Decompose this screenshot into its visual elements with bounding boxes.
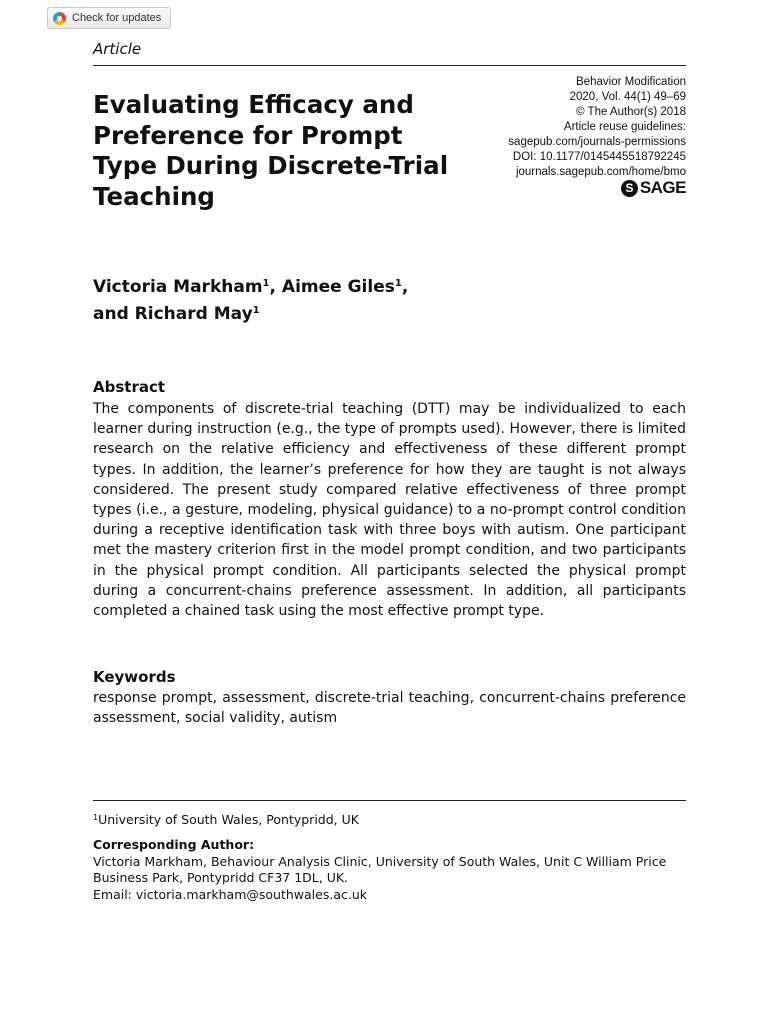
author-separator: , <box>401 277 409 297</box>
volume-info: 2020, Vol. 44(1) 49–69 <box>569 91 686 103</box>
author-separator: , <box>269 277 282 297</box>
corresponding-email[interactable]: Email: victoria.markham@southwales.ac.uk <box>93 886 367 902</box>
reuse-link[interactable]: sagepub.com/journals-permissions <box>508 136 686 148</box>
abstract-heading: Abstract <box>93 378 166 396</box>
abstract-text: The components of discrete-trial teaching (DTT) may be individualized to each learner during instruction (e.g., the type of prompts used). However, there is limited research on the relative efficiency and effectiveness of these different prompt types. In addition, the learner’s preference for how they are taught is not always considered. The present study compared relative effectiveness of three prompt types (i.e., a gesture, modeling, physical guidance) to a no-prompt control condition during a receptive identification task with three boys with autism. One participant met the mastery criterion first in the model prompt condition, and two participants in the physical prompt condition. All participants selected the physical prompt during a concurrent-chains preference assessment. In addition, all participants completed a chained task using the most effective prompt type. <box>93 401 686 620</box>
journal-link[interactable]: journals.sagepub.com/home/bmo <box>515 166 686 178</box>
check-for-updates-label: Check for updates <box>72 12 162 24</box>
doi[interactable]: DOI: 10.1177/0145445518792245 <box>512 151 686 163</box>
author-name: Aimee Giles <box>281 277 395 297</box>
affiliation-footnote <box>93 810 693 829</box>
reuse-guidelines: Article reuse guidelines: <box>563 121 686 133</box>
affiliation-mark: 1 <box>93 813 99 822</box>
author-list <box>93 272 653 326</box>
keywords-text: response prompt, assessment, discrete-trial teaching, concurrent-chains preference assessment, social validity, autism <box>93 690 686 727</box>
journal-name: Behavior Modification <box>576 76 686 88</box>
affiliation-mark: 1 <box>252 305 260 316</box>
header-rule <box>93 65 686 66</box>
corresponding-address-line: Victoria Markham, Behaviour Analysis Clinic, University of South Wales, Unit C William Price <box>93 853 667 869</box>
corresponding-address-line: Business Park, Pontypridd CF37 1DL, UK. <box>93 870 349 885</box>
author-name: Victoria Markham <box>93 277 263 297</box>
sage-wordmark: SAGE <box>639 178 686 197</box>
check-for-updates-button[interactable] <box>47 7 171 29</box>
article-title: Evaluating Efficacy and Preference for Prompt Type During Discrete-Trial Teaching <box>93 90 449 211</box>
article-type-label: Article <box>93 40 142 58</box>
author-conjunction: and <box>93 304 135 324</box>
corresponding-author <box>93 837 693 903</box>
author-name: Richard May <box>134 304 253 324</box>
keywords-heading: Keywords <box>93 668 176 686</box>
sage-logo <box>621 178 686 198</box>
affiliation-mark: 1 <box>262 278 270 289</box>
corresponding-heading: Corresponding Author: <box>93 837 255 852</box>
copyright: © The Author(s) 2018 <box>576 106 686 118</box>
affiliation-mark: 1 <box>394 278 402 289</box>
journal-meta <box>508 75 686 180</box>
sage-s-icon: S <box>621 180 638 197</box>
footnote-rule <box>93 800 686 801</box>
affiliation-text: University of South Wales, Pontypridd, UK <box>98 812 359 827</box>
crossmark-icon <box>53 12 66 25</box>
